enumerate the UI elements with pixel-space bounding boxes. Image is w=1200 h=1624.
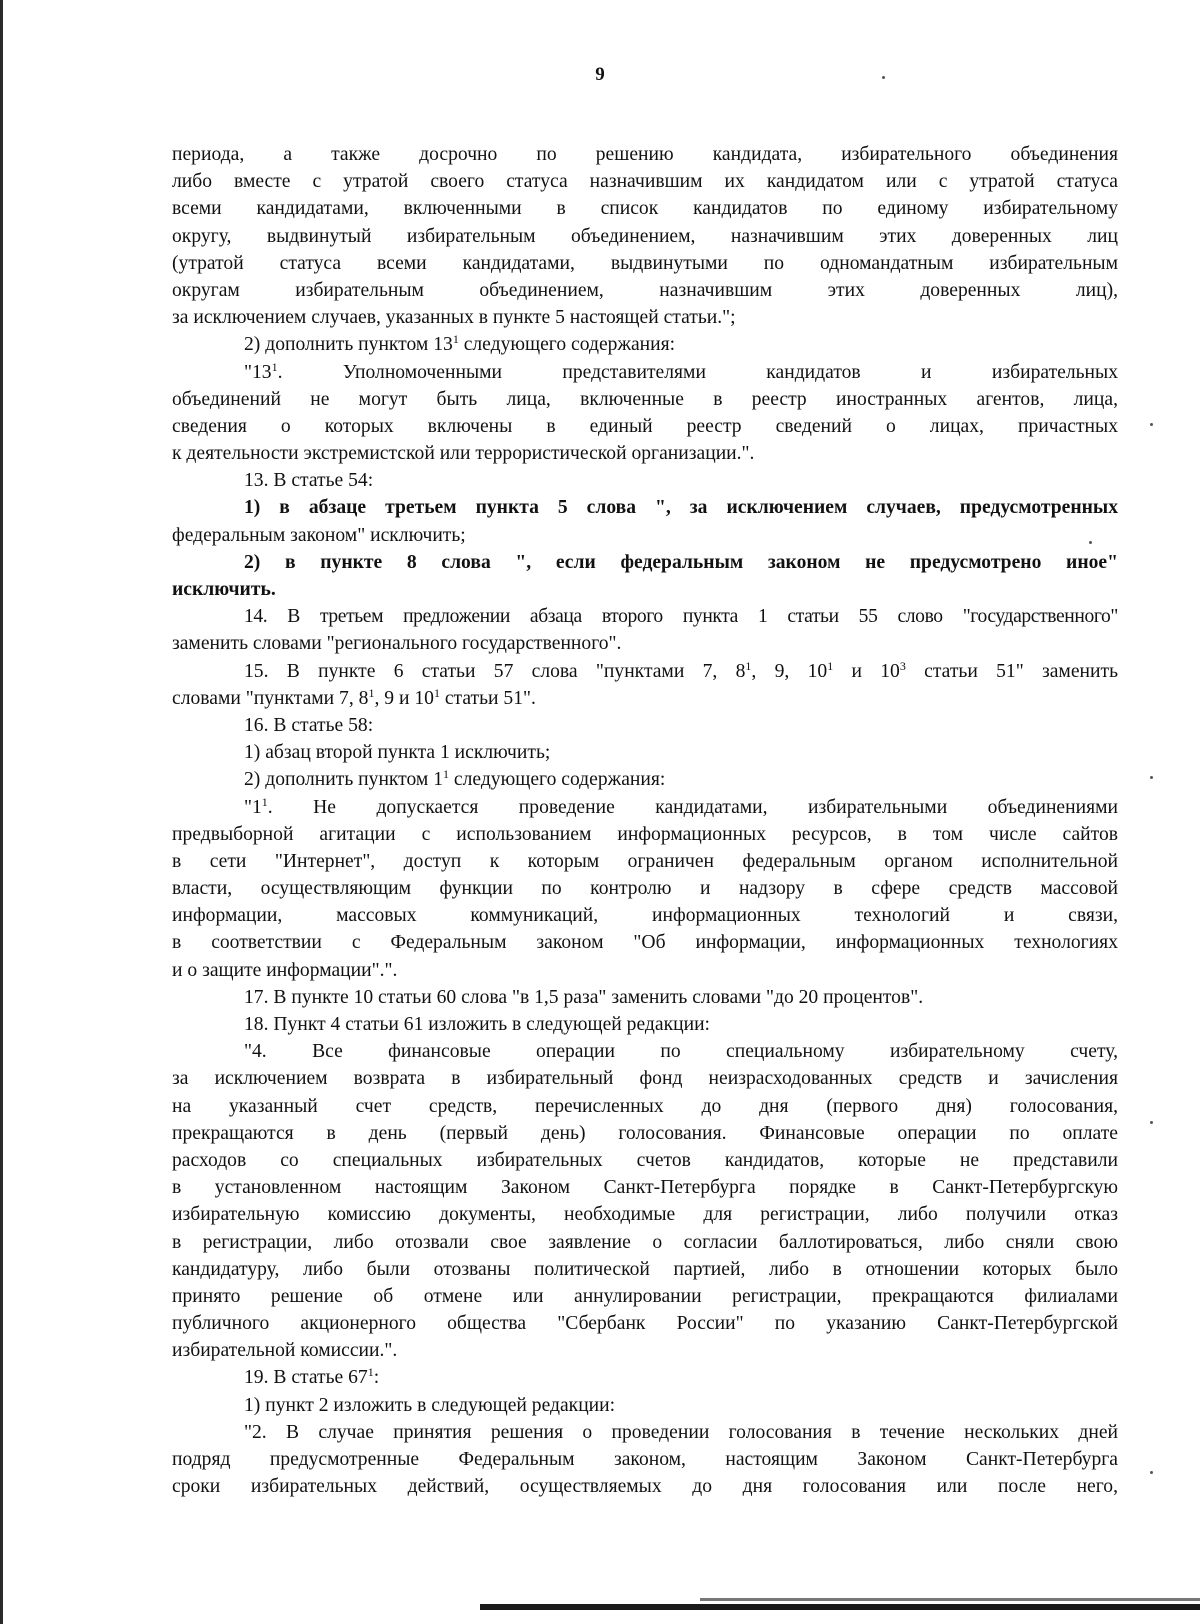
text-line: исключить.: [172, 579, 276, 600]
text-line: 1) пункт 2 изложить в следующей редакции:: [244, 1394, 616, 1416]
scan-left-edge: [0, 0, 3, 1624]
text-line: 2) в пункте 8 слова ", если федеральным законом не предусмотрено иное": [244, 551, 1118, 573]
scan-bottom-edge: [700, 1598, 1200, 1601]
text-line: избирательной комиссии.".: [172, 1340, 398, 1362]
text-line: предвыборной агитации с использованием информационных ресурсов, в том числе сайтов: [172, 823, 1118, 845]
text-line: сроки избирательных действий, осуществляемых до дня голосования или после него,: [172, 1476, 1118, 1498]
text-line: "$13^1$. Уполномоченными представителями кандидатов и избирательных: [244, 359, 1118, 383]
text-line: принято решение об отмене или аннулировании регистрации, прекращаются филиалами: [172, 1285, 1118, 1307]
text-line: "2. В случае принятия решения о проведении голосования в течение нескольких дней: [244, 1421, 1118, 1443]
text-line: власти, осуществляющим функции по контролю и надзору в сфере средств массовой: [172, 878, 1118, 900]
scan-artifact: [1150, 776, 1153, 779]
text-line: 14. В третьем предложении абзаца второго пункта 1 статьи 55 слово "государственного": [244, 606, 1118, 628]
text-line: и о защите информации".".: [172, 959, 398, 981]
text-line: сведения о которых включены в единый реестр сведений о лицах, причастных: [172, 415, 1118, 437]
page-number: 9: [595, 64, 605, 85]
text-line: словами "пунктами 7, $8^1$, 9 и $10^1$ статьи 51".: [172, 685, 536, 709]
text-line: в соответствии с Федеральным законом "Об информации, информационных технологиях: [172, 932, 1118, 954]
scan-artifact: [1150, 423, 1153, 426]
scan-artifact: [1150, 1121, 1153, 1124]
text-line: округу, выдвинутый избирательным объединением, назначившим этих доверенных лиц: [172, 225, 1118, 247]
text-line: в сети "Интернет", доступ к которым ограничен федеральным органом исполнительной: [172, 850, 1118, 872]
text-line: избирательную комиссию документы, необходимые для регистрации, либо получили отказ: [172, 1204, 1118, 1226]
text-line: объединений не могут быть лица, включенные в реестр иностранных агентов, лица,: [172, 388, 1118, 410]
text-line: в установленном настоящим Законом Санкт-Петербурга порядке в Санкт-Петербургскую: [172, 1177, 1118, 1199]
text-line: за исключением возврата в избирательный фонд неизрасходованных средств и зачисления: [172, 1068, 1118, 1090]
scan-artifact: [1089, 541, 1092, 544]
text-line: прекращаются в день (первый день) голосования. Финансовые операции по оплате: [172, 1122, 1118, 1144]
text-line: 15. В пункте 6 статьи 57 слова "пунктами 7, $8^1$, 9, $10^1$ и $10^3$ статьи 51" заменить: [244, 658, 1118, 682]
text-line: 19. В статье $67^1$:: [244, 1365, 380, 1389]
text-line: на указанный счет средств, перечисленных до дня (первого дня) голосования,: [172, 1095, 1118, 1117]
text-line: информации, массовых коммуникаций, информационных технологий и связи,: [172, 905, 1118, 927]
text-line: "$1^1$. Не допускается проведение кандидатами, избирательными объединениями: [244, 794, 1118, 818]
text-line: 1) абзац второй пункта 1 исключить;: [244, 742, 551, 764]
text-line: 18. Пункт 4 статьи 61 изложить в следующей редакции:: [244, 1014, 710, 1035]
text-line: заменить словами "регионального государственного".: [172, 633, 622, 655]
text-line: (утратой статуса всеми кандидатами, выдвинутыми по одномандатным избирательным: [172, 252, 1118, 274]
text-line: 2) дополнить пунктом $1^1$ следующего содержания:: [244, 767, 666, 791]
text-line: 17. В пункте 10 статьи 60 слова "в 1,5 раза" заменить словами "до 20 процентов".: [244, 986, 924, 1008]
text-line: в регистрации, либо отозвали свое заявление о согласии баллотироваться, либо сняли свою: [172, 1231, 1118, 1253]
text-line: расходов со специальных избирательных счетов кандидатов, которые не представили: [172, 1149, 1118, 1171]
text-line: к деятельности экстремистской или террористической организации.".: [172, 443, 755, 465]
text-line: федеральным законом" исключить;: [172, 524, 466, 546]
text-line: периода, а также досрочно по решению кандидата, избирательного объединения: [172, 144, 1118, 165]
text-line: "4. Все финансовые операции по специальному избирательному счету,: [244, 1041, 1118, 1063]
text-line: 13. В статье 54:: [244, 470, 374, 492]
text-line: 2) дополнить пунктом $13^1$ следующего содержания:: [244, 332, 676, 356]
text-line: кандидатуру, либо были отозваны политической партией, либо в отношении которых было: [172, 1258, 1118, 1280]
scan-artifact: [1150, 1471, 1153, 1474]
text-line: всеми кандидатами, включенными в список кандидатов по единому избирательному: [172, 198, 1118, 220]
text-line: либо вместе с утратой своего статуса назначившим их кандидатом или с утратой статуса: [172, 171, 1118, 193]
scan-artifact: [882, 76, 885, 79]
text-line: 16. В статье 58:: [244, 714, 374, 736]
text-line: округам избирательным объединением, назначившим этих доверенных лиц),: [172, 279, 1118, 301]
document-body: [172, 141, 1118, 1500]
text-line: за исключением случаев, указанных в пункте 5 настоящей статьи.";: [172, 307, 736, 329]
text-line: подряд предусмотренные Федеральным законом, настоящим Законом Санкт-Петербурга: [172, 1449, 1118, 1470]
text-line: публичного акционерного общества "Сбербанк России" по указанию Санкт-Петербургской: [172, 1313, 1118, 1335]
text-line: 1) в абзаце третьем пункта 5 слова ", за исключением случаев, предусмотренных: [244, 497, 1118, 519]
scan-bottom-edge: [480, 1604, 1200, 1610]
